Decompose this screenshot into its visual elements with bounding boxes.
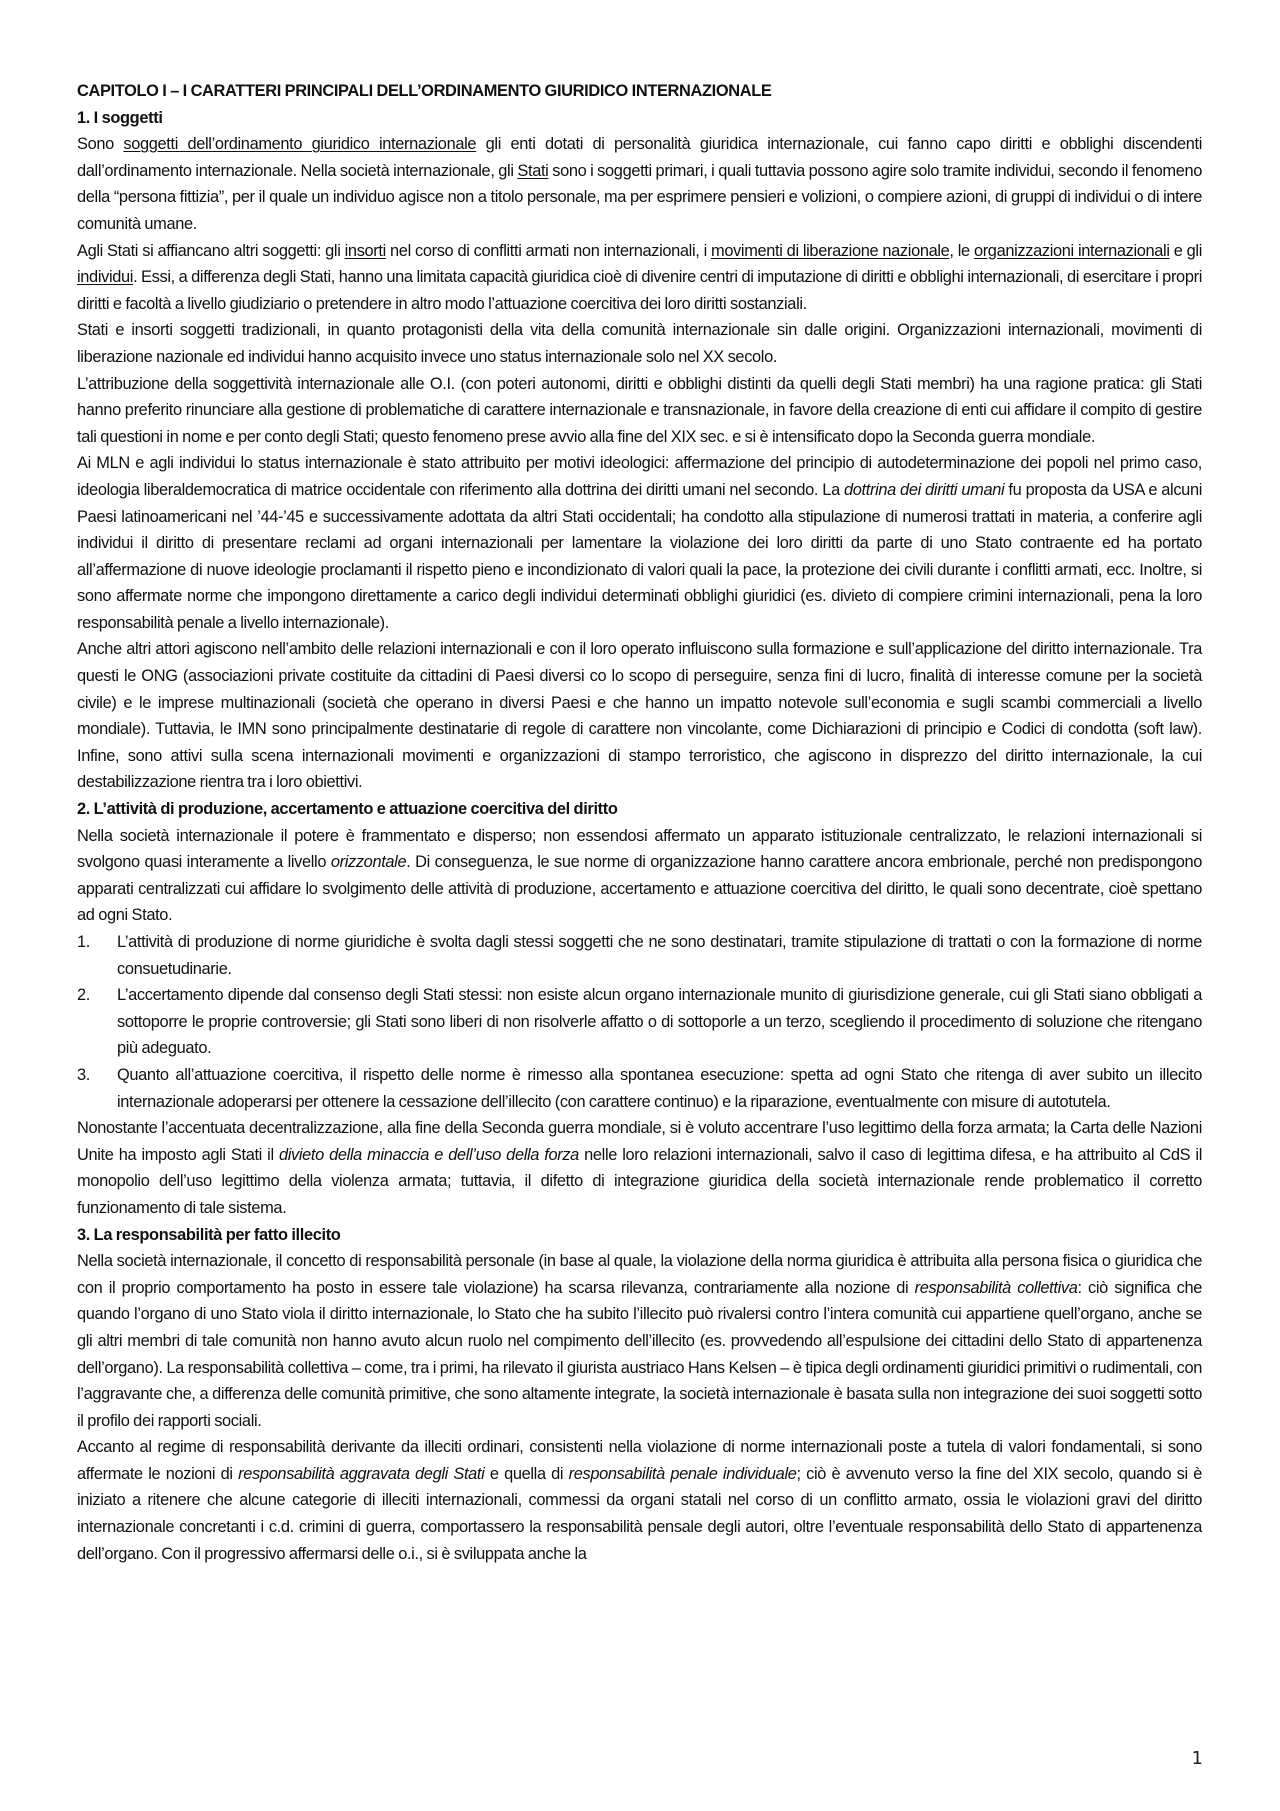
underlined-term: individui bbox=[77, 268, 134, 287]
s1-paragraph-3: Stati e insorti soggetti tradizionali, in quanto protagonisti della vita della comunità internazionale sin dalle origini. Organizzazioni internazionali, movimenti di liberazione nazionale ed individui hanno acquisito invece uno status internazionale solo nel XX secolo. bbox=[77, 321, 1202, 366]
italic-term: divieto della minaccia e dell’uso della forza bbox=[278, 1145, 579, 1164]
italic-term: responsabilità collettiva bbox=[914, 1278, 1078, 1297]
italic-term: responsabilità penale individuale bbox=[568, 1464, 797, 1483]
list-number: 3. bbox=[77, 1065, 90, 1084]
s2-paragraph-1 bbox=[77, 823, 1202, 929]
list-item bbox=[77, 929, 1202, 982]
list-item-text: L’attività di produzione di norme giuridiche è svolta dagli stessi soggetti che ne sono destinatari, tramite stipulazione di trattati o con la formazione di norme consuetudinarie. bbox=[117, 933, 1202, 978]
italic-term: dottrina dei diritti umani bbox=[844, 480, 1005, 499]
numbered-list bbox=[77, 929, 1202, 1115]
text-run: e quella di bbox=[484, 1464, 569, 1483]
italic-term: orizzontale bbox=[330, 853, 407, 872]
text-run: . Essi, a differenza degli Stati, hanno una limitata capacità giuridica cioè di divenire centri di imputazione di diritti e obblighi internazionali, di esercitare i propri diritti e facoltà a livello giudiziario o pretendere in altro modo l’attuazione coercitiva dei loro diritti sostanziali. bbox=[77, 268, 1202, 313]
text-run: fu proposta da USA e alcuni Paesi latinoamericani nel ’44-’45 e successivamente adottata da altri Stati occidentali; ha condotto alla stipulazione di numerosi trattati in materia, a conferire agli individui il diritto di presentare reclami ad organi internazionali per lamentare la violazione dei loro diritti da parte di uno Stato contraente ed ha portato all’affermazione di nuove ideologie proclamanti il rispetto pieno e incondizionato di valori quali la pace, la protezione dei civili durante i conflitti armati, ecc. Inoltre, si sono affermate norme che impongono direttamente a carico degli individui determinati obblighi giuridici (es. divieto di compiere crimini internazionali, pena la loro responsabilità penale a livello internazionale). bbox=[77, 480, 1203, 632]
text-run: : ciò significa che quando l’organo di uno Stato viola il diritto internazionale, lo Stato che ha subito l’illecito può rivalersi contro l’intera comunità cui appartiene quell’organo, anche se gli altri membri di tale comunità non hanno avuto alcun ruolo nel compimento dell’illecito (es. provvedendo all’espulsione dei cittadini dello Stato di appartenenza dell’organo). La responsabilità collettiva – come, tra i primi, ha rilevato il giurista austriaco Hans Kelsen – è tipica degli ordinamenti giuridici primitivi o rudimentali, con l’aggravante che, a differenza delle comunità primitive, che sono altamente integrate, la società internazionale è basata sulla non integrazione dei suoi soggetti sotto il profilo dei rapporti sociali. bbox=[77, 1278, 1202, 1430]
s1-paragraph-6: Anche altri attori agiscono nell’ambito delle relazioni internazionali e con il loro operato influiscono sulla formazione e sull’applicazione del diritto internazionale. Tra questi le ONG (associazioni private costituite da cittadini di Paesi diversi co lo scopo di perseguire, senza fini di lucro, finalità di interesse comune per la società civile) e le imprese multinazionali (società che operano in diversi Paesi e che hanno un impatto notevole sull’economia e sugli scambi commerciali a livello mondiale). Tuttavia, le IMN sono principalmente destinatarie di regole di carattere non vincolante, come Dichiarazioni di principio e Codici di condotta (soft law). Infine, sono attivi sulla scena internazionali movimenti e organizzazioni di stampo terroristico, che agiscono in disprezzo del diritto internazionale, la cui destabilizzazione rientra tra i loro obiettivi. bbox=[77, 640, 1202, 792]
list-item-text: Quanto all’attuazione coercitiva, il rispetto delle norme è rimesso alla spontanea esecuzione: spetta ad ogni Stato che ritenga di aver subito un illecito internazionale adoperarsi per ottenere la cessazione dell’illecito (con carattere continuo) e la riparazione, eventualmente con misure di autotutela. bbox=[117, 1065, 1202, 1111]
text-run: Ai MLN e agli individui lo status internazionale è stato attribuito per motivi ideologici: affermazione del principio di autodeterminazione dei popoli nel primo caso, ideologia liberaldemocratica di matrice occidentale con riferimento alla dottrina dei diritti umani nel secondo. La bbox=[77, 454, 1202, 499]
section-heading-2: 2. L’attività di produzione, accertamento e attuazione coercitiva del diritto bbox=[77, 800, 618, 819]
text-run: Nonostante l’accentuata decentralizzazione, alla fine della Seconda guerra mondiale, si è voluto accentrare l’uso legittimo della forza armata; la Carta delle Nazioni Unite ha imposto agli Stati il bbox=[77, 1119, 1202, 1164]
text-run: Nella società internazionale, il concetto di responsabilità personale (in base al quale, la violazione della norma giuridica è attribuita alla persona fisica o giuridica che con il proprio comportamento ha posto in essere tale violazione) ha scarsa rilevanza, contrariamente alla nozione di bbox=[77, 1252, 1202, 1297]
text-run: e gli bbox=[1169, 241, 1202, 260]
underlined-term: soggetti dell’ordinamento giuridico internazionale bbox=[123, 135, 477, 154]
list-number: 1. bbox=[77, 933, 90, 951]
s1-paragraph-2 bbox=[77, 238, 1202, 318]
s3-paragraph-1 bbox=[77, 1248, 1202, 1434]
text-run: nelle loro relazioni internazionali, salvo il caso di legittima difesa, e ha attribuito al CdS il monopolio dell’uso legittimo della violenza armata; tuttavia, il difetto di integrazione giuridica della società internazionale rende problematico il corretto funzionamento di tale sistema. bbox=[77, 1145, 1202, 1217]
text-run: Accanto al regime di responsabilità derivante da illeciti ordinari, consistenti nella violazione di norme internazionali poste a tutela di valori fondamentali, si sono affermate le nozioni di bbox=[77, 1438, 1202, 1483]
text-run: , le bbox=[949, 241, 974, 260]
s3-paragraph-2 bbox=[77, 1434, 1202, 1567]
s1-paragraph-1 bbox=[77, 131, 1202, 237]
s1-paragraph-5 bbox=[77, 450, 1202, 636]
list-item bbox=[77, 1062, 1202, 1115]
text-run: ; ciò è avvenuto verso la fine del XIX secolo, quando si è iniziato a ritenere che alcune categorie di illeciti internazionali, commessi da organi statali nel corso di un conflitto armato, ossia le violazioni gravi del diritto internazionale concretanti i c.d. crimini di guerra, comportassero la responsabilità pensale degli autori, oltre l’eventuale responsabilità dello Stato di appartenenza dell’organo. Con il progressivo affermarsi delle o.i., si è sviluppata anche la bbox=[77, 1464, 1202, 1563]
list-item-text: L’accertamento dipende dal consenso degli Stati stessi: non esiste alcun organo internazionale munito di giurisdizione generale, cui gli Stati siano obbligati a sottoporre le proprie controversie; gli Stati sono liberi di non risolverle affatto o di sottoporle a un terzo, scegliendo il procedimento di soluzione che ritengano più adeguato. bbox=[117, 986, 1202, 1058]
page-content bbox=[77, 78, 1202, 1567]
section-heading-3: 3. La responsabilità per fatto illecito bbox=[77, 1225, 341, 1244]
chapter-title: CAPITOLO I – I CARATTERI PRINCIPALI DELL’ORDINAMENTO GIURIDICO INTERNAZIONALE bbox=[77, 82, 772, 100]
text-run: Nella società internazionale il potere è frammentato e disperso; non essendosi affermato un apparato istituzionale centralizzato, le relazioni internazionali si svolgono quasi interamente a livello bbox=[77, 826, 1202, 872]
page-number: 1 bbox=[1191, 1748, 1203, 1769]
underlined-term: movimenti di liberazione nazionale bbox=[711, 241, 950, 260]
underlined-term: insorti bbox=[344, 241, 386, 260]
text-run: . Di conseguenza, le sue norme di organizzazione hanno carattere ancora embrionale, perché non predispongono apparati centralizzati cui affidare lo svolgimento delle attività di produzione, accertamento e attuazione coercitiva del diritto, le quali sono decentrate, cioè spettano ad ogni Stato. bbox=[77, 853, 1203, 925]
text-run: nel corso di conflitti armati non internazionali, i bbox=[385, 241, 712, 260]
underlined-term: organizzazioni internazionali bbox=[973, 241, 1170, 260]
section-heading-1: 1. I soggetti bbox=[77, 108, 163, 127]
s2-paragraph-2 bbox=[77, 1115, 1202, 1221]
text-run: sono i soggetti primari, i quali tuttavia possono agire solo tramite individui, secondo il fenomeno della “persona fittizia”, per il quale un individuo agisce non a titolo personale, ma per esprimere pensieri e volizioni, o compiere azioni, di gruppi di individui o di intere comunità umane. bbox=[77, 161, 1202, 233]
italic-term: responsabilità aggravata degli Stati bbox=[238, 1464, 485, 1483]
underlined-term: Stati bbox=[517, 161, 549, 180]
list-item bbox=[77, 982, 1202, 1062]
text-run: gli enti dotati di personalità giuridica internazionale, cui fanno capo diritti e obblighi discendenti dall’ordinamento internazionale. Nella società internazionale, gli bbox=[77, 135, 1202, 180]
list-number: 2. bbox=[77, 986, 90, 1005]
text-run: Agli Stati si affiancano altri soggetti: gli bbox=[77, 241, 345, 260]
s1-paragraph-4: L’attribuzione della soggettività internazionale alle O.I. (con poteri autonomi, diritti e obblighi distinti da quelli degli Stati membri) ha una ragione pratica: gli Stati hanno preferito rinunciare alla gestione di problematiche di carattere internazionale e transnazionale, in favore della creazione di enti cui affidare il compito di gestire tali questioni in nome e per conto degli Stati; questo fenomeno prese avvio alla fine del XIX sec. e si è intensificato dopo la Seconda guerra mondiale. bbox=[77, 374, 1202, 446]
text-run: Sono bbox=[77, 135, 124, 154]
